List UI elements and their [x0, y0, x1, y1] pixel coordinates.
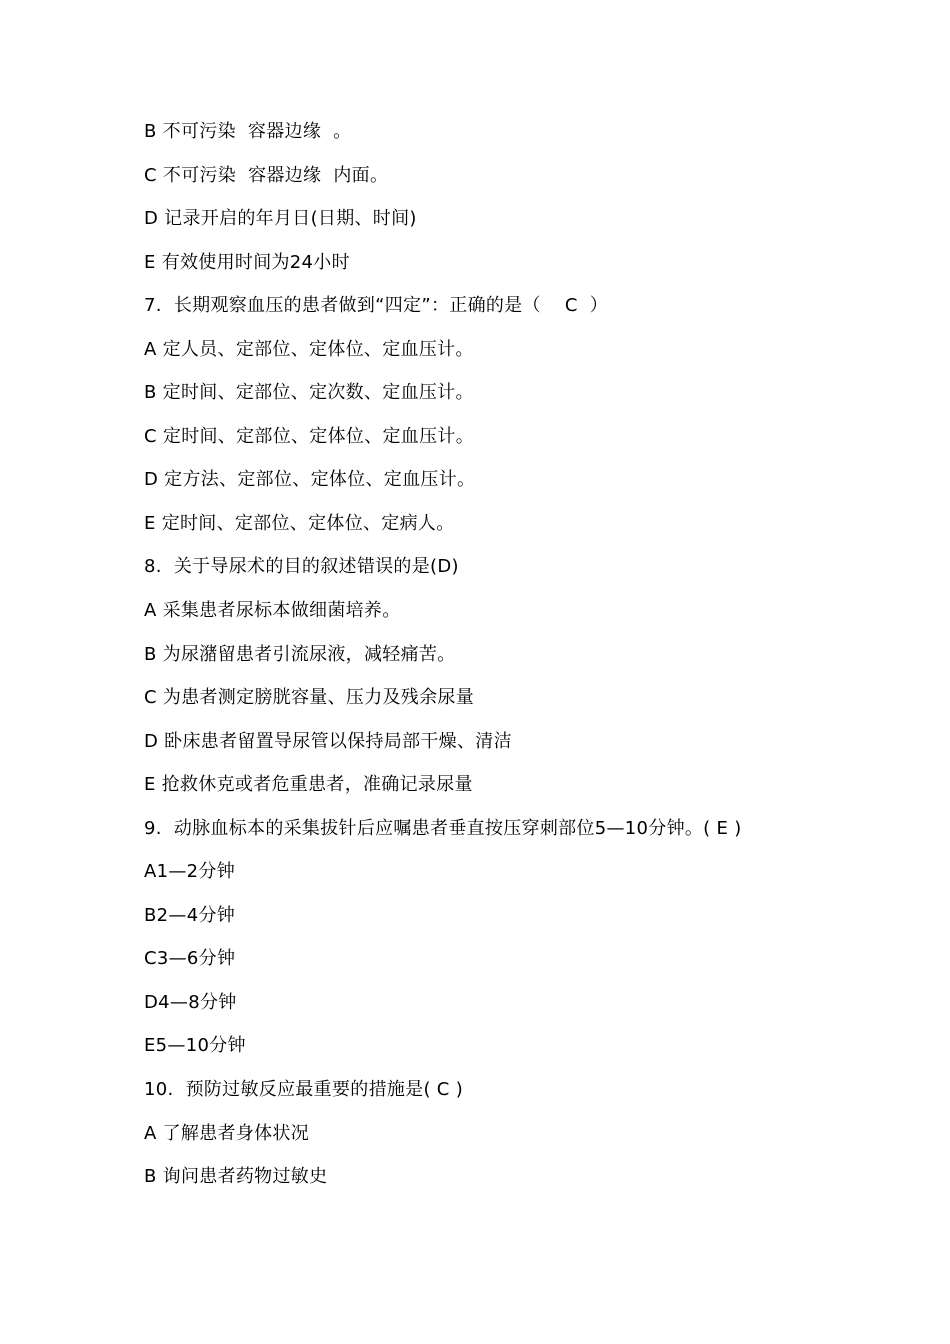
question-line: 8. 关于导尿术的目的叙述错误的是(D) — [144, 556, 459, 577]
option-line: D 卧床患者留置导尿管以保持局部干燥、清洁 — [144, 731, 512, 752]
option-line: B 询问患者药物过敏史 — [144, 1166, 328, 1187]
option-line: A 采集患者尿标本做细菌培养。 — [144, 600, 401, 621]
option-line: C3—6分钟 — [144, 948, 236, 969]
question-line: 10. 预防过敏反应最重要的措施是( C ) — [144, 1079, 464, 1100]
option-line: A 了解患者身体状况 — [144, 1123, 310, 1144]
option-line: D 记录开启的年月日(日期、时间) — [144, 208, 417, 229]
option-line: E 定时间、定部位、定体位、定病人。 — [144, 513, 455, 534]
option-line: C 为患者测定膀胱容量、压力及残余尿量 — [144, 687, 474, 708]
option-line: C 不可污染 容器边缘 内面。 — [144, 165, 389, 186]
question-line: 9. 动脉血标本的采集拔针后应嘱患者垂直按压穿刺部位5—10分钟。( E ) — [144, 818, 742, 839]
question-line: 7. 长期观察血压的患者做到“四定”：正确的是（ C ） — [144, 295, 609, 316]
option-line: E 有效使用时间为24小时 — [144, 252, 350, 273]
option-line: A1—2分钟 — [144, 861, 236, 882]
option-line: A 定人员、定部位、定体位、定血压计。 — [144, 339, 474, 360]
option-line: B2—4分钟 — [144, 905, 236, 926]
option-line: D 定方法、定部位、定体位、定血压计。 — [144, 469, 476, 490]
option-line: E 抢救休克或者危重患者，准确记录尿量 — [144, 774, 473, 795]
option-line: B 不可污染 容器边缘 。 — [144, 121, 352, 142]
option-line: B 定时间、定部位、定次数、定血压计。 — [144, 382, 474, 403]
option-line: D4—8分钟 — [144, 992, 237, 1013]
option-line: E5—10分钟 — [144, 1035, 246, 1056]
option-line: C 定时间、定部位、定体位、定血压计。 — [144, 426, 474, 447]
option-line: B 为尿潴留患者引流尿液，减轻痛苦。 — [144, 644, 456, 665]
